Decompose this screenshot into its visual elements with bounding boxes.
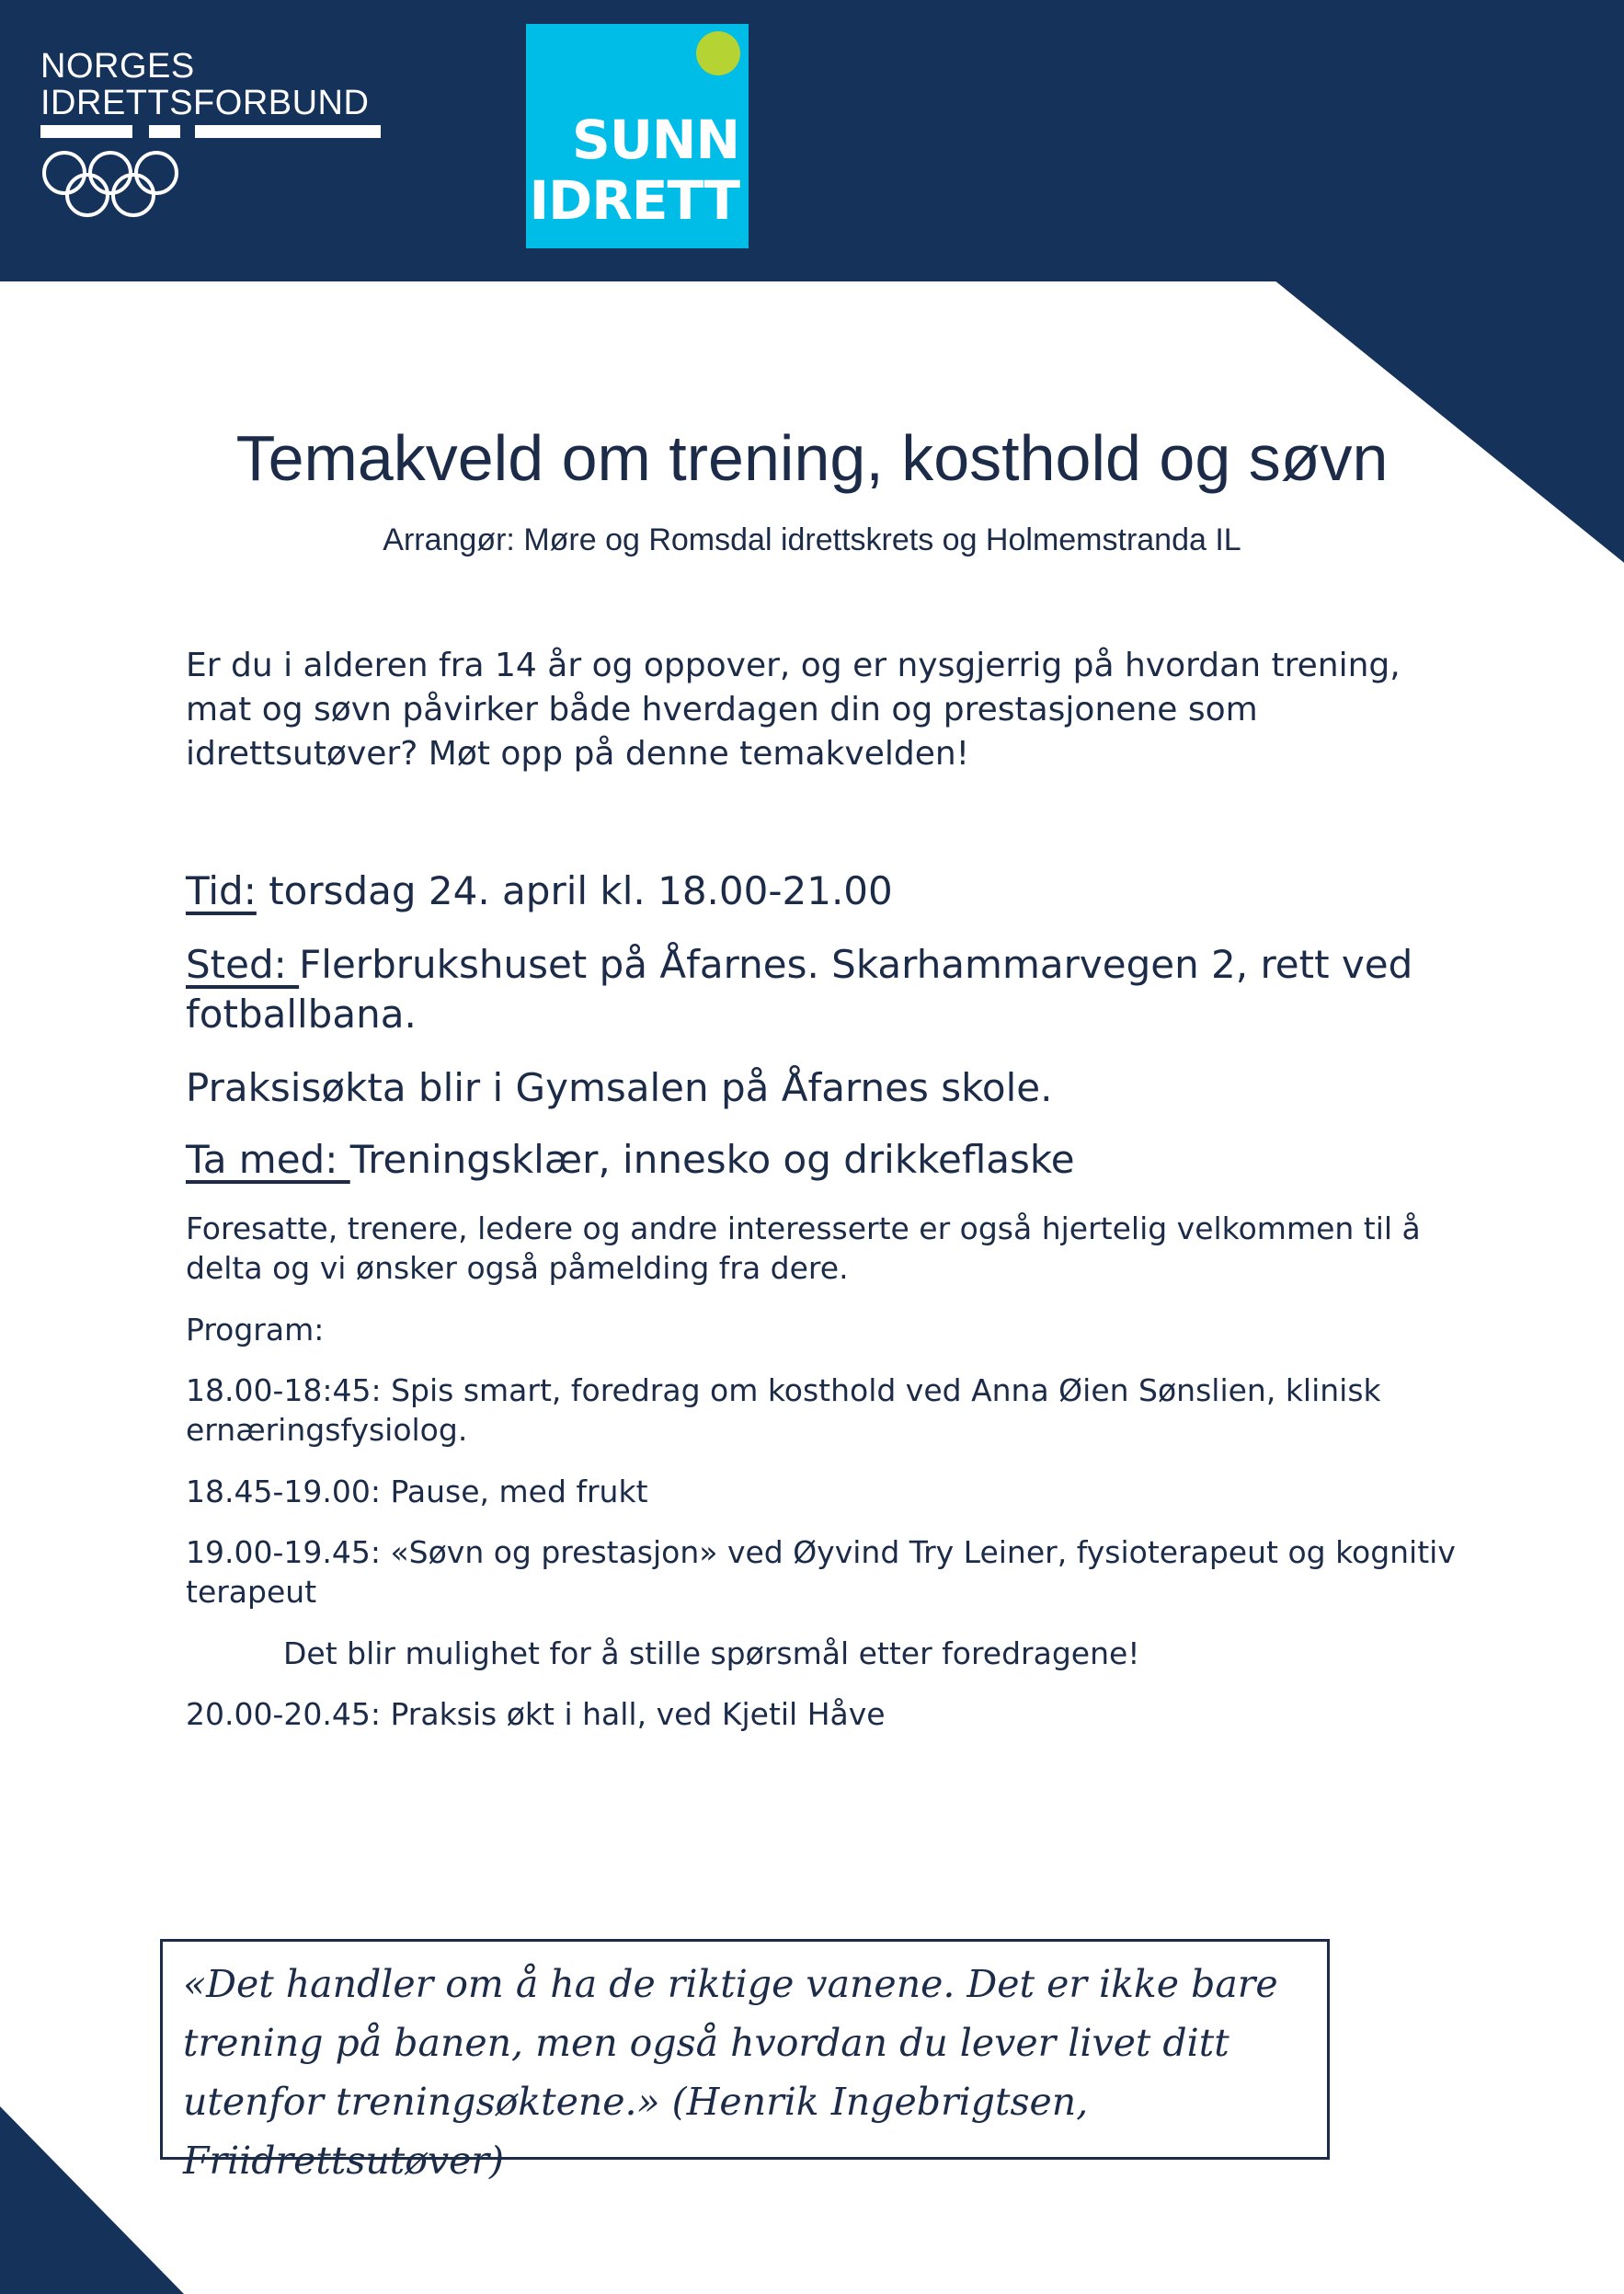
program-item: 18.45-19.00: Pause, med frukt bbox=[186, 1474, 648, 1509]
quote-box bbox=[160, 1939, 1330, 2183]
organizer-line: Arrangør: Møre og Romsdal idrettskrets og Holmemstranda IL bbox=[383, 522, 1241, 557]
time-line bbox=[186, 866, 1492, 916]
corner-decoration-bottom bbox=[0, 2106, 184, 2294]
program-heading: Program: bbox=[186, 1312, 325, 1348]
quote-text: «Det handler om å ha de riktige vanene. Det er ikke bare trening på banen, men også hvordan du lever livet ditt utenfor treningsøktene.» (Henrik Ingebrigtsen, Friidrettsutøver) bbox=[183, 1962, 1278, 2183]
program-item: 20.00-20.45: Praksis økt i hall, ved Kjetil Håve bbox=[186, 1696, 886, 1732]
time-label: Tid: bbox=[186, 868, 257, 913]
bring-label: Ta med: bbox=[186, 1137, 350, 1182]
intro-paragraph: Er du i alderen fra 14 år og oppover, og er nysgjerrig på hvordan trening, mat og søvn påvirker både hverdagen din og prestasjonene som idrettsutøver? Møt opp på denne temakvelden! bbox=[186, 647, 1401, 773]
sunn-logo-line1: SUNN bbox=[572, 109, 739, 171]
program-note: Det blir mulighet for å stille spørsmål etter foredragene! bbox=[283, 1635, 1140, 1671]
nif-logo bbox=[40, 48, 390, 232]
time-value: torsdag 24. april kl. 18.00-21.00 bbox=[256, 868, 893, 913]
practice-location: Praksisøkta blir i Gymsalen på Åfarnes skole. bbox=[186, 1065, 1053, 1110]
place-line bbox=[186, 940, 1492, 1039]
page-title: Temakveld om trening, kosthold og søvn bbox=[235, 422, 1389, 494]
sunn-logo-dot-icon bbox=[696, 31, 740, 75]
bring-value: Treningsklær, innesko og drikkeflaske bbox=[349, 1137, 1075, 1182]
place-value: Flerbrukshuset på Åfarnes. Skarhammarvegen 2, rett ved fotballbana. bbox=[186, 942, 1413, 1037]
bring-line bbox=[186, 1135, 1492, 1185]
sunn-idrett-logo bbox=[526, 24, 749, 248]
nif-logo-line1: NORGES bbox=[40, 47, 195, 86]
program-item: 18.00-18:45: Spis smart, foredrag om kosthold ved Anna Øien Sønslien, klinisk ernæringsfysiolog. bbox=[186, 1372, 1381, 1448]
nif-logo-bars bbox=[40, 125, 381, 138]
program-item: 19.00-19.45: «Søvn og prestasjon» ved Øyvind Try Leiner, fysioterapeut og kognitiv terapeut bbox=[186, 1534, 1456, 1610]
parents-note: Foresatte, trenere, ledere og andre interesserte er også hjertelig velkommen til å delta og vi ønsker også påmelding fra dere. bbox=[186, 1210, 1421, 1286]
sunn-logo-line2: IDRETT bbox=[529, 169, 739, 232]
olympic-rings-icon bbox=[40, 149, 188, 219]
place-label: Sted: bbox=[186, 942, 300, 987]
nif-logo-line2: IDRETTSFORBUND bbox=[40, 84, 370, 122]
